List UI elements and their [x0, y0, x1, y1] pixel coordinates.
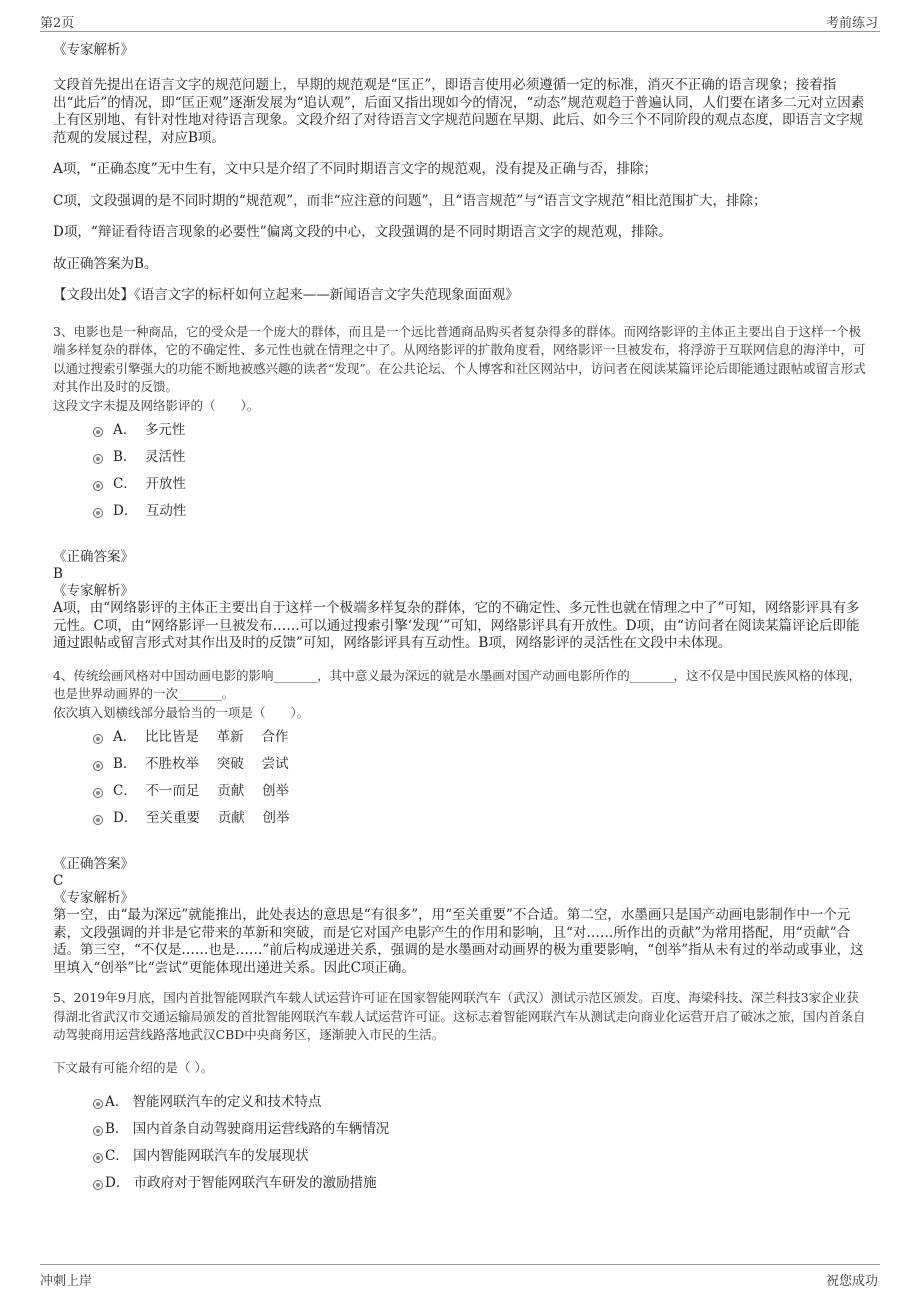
option-text: 至关重要 贡献 创举 — [145, 810, 290, 826]
option-text: 互动性 — [145, 503, 187, 519]
radio-button[interactable] — [93, 761, 103, 771]
radio-button[interactable] — [93, 1180, 103, 1190]
radio-button[interactable] — [93, 1153, 103, 1163]
option-key: D． — [113, 810, 138, 826]
q4-option-d[interactable] — [53, 805, 868, 832]
q4-analysis-label: 《专家解析》 — [53, 890, 134, 906]
q2-item-a: A项，“正确态度”无中生有，文中只是介绍了不同时期语言文字的规范观，没有提及正确与否，排除； — [53, 161, 658, 177]
q4-option-b[interactable] — [53, 751, 868, 778]
header-title: 考前练习 — [825, 16, 878, 31]
q3-question: 这段文字未提及网络影评的（ ）。 — [53, 397, 260, 413]
page-content — [53, 42, 868, 1197]
footer-left: 冲刺上岸 — [40, 1274, 93, 1289]
radio-button[interactable] — [93, 734, 103, 744]
footer-divider — [40, 1264, 880, 1265]
option-text: 不胜枚举 突破 尝试 — [145, 756, 289, 772]
page-number: 第2页 — [40, 16, 75, 31]
q2-source: 【文段出处】《语言文字的标杆如何立起来——新闻语言文字失范现象面面观》 — [53, 287, 519, 303]
q3-option-c[interactable] — [53, 471, 868, 498]
q5-option-c[interactable] — [53, 1143, 868, 1170]
q4-answer-label: 《正确答案》 — [53, 856, 134, 872]
q5-options — [53, 1089, 868, 1197]
option-text: 不一而足 贡献 创举 — [145, 783, 290, 799]
option-key: A． — [105, 1094, 129, 1110]
q5-stem: 5、2019年9月底，国内首批智能网联汽车载人试运营许可证在国家智能网联汽车（武汉）测试示范区颁发。百度、海梁科技、深兰科技3家企业获得湖北省武汉市交通运输局颁发的首批智能网联汽车载人试运营许可证。这标志着智能网联汽车从测试走向商业化运营开启了破冰之旅，国内首条自动驾驶商用运营线路落地武汉CBD中央商务区，逐渐驶入市民的生活。 — [53, 990, 866, 1042]
q4-analysis: 第一空，由“最为深远”就能推出，此处表达的意思是“有很多”，用“至关重要”不合适。第二空，水墨画只是国产动画电影制作中一个元素，文段强调的并非是它带来的革新和突破，而是它对国产电影产生的作用和影响，且“对……所作出的贡献”为常用搭配，用“贡献”合适。第三空，“不仅是……也是……”前后构成递进关系，强调的是水墨画对动画界的极为重要影响，“创举”指从未有过的举动或事业，这里填入“创举”比“尝试”更能体现出递进关系。因此C项正确。 — [53, 907, 864, 976]
q5-question: 下文最有可能介绍的是（ ）。 — [53, 1059, 214, 1075]
q2-analysis-label: 《专家解析》 — [53, 42, 134, 58]
radio-button[interactable] — [93, 508, 103, 518]
radio-button[interactable] — [93, 815, 103, 825]
option-text: 比比皆是 革新 合作 — [144, 729, 289, 745]
option-key: C． — [113, 783, 137, 799]
q2-conclusion: 故正确答案为B。 — [53, 255, 158, 272]
q4-question: 依次填入划横线部分最恰当的一项是（ ）。 — [53, 704, 310, 720]
option-text: 国内智能网联汽车的发展现状 — [133, 1148, 309, 1164]
q2-item-d: D项，“辩证看待语言现象的必要性”偏离文段的中心，文段强调的是不同时期语言文字的规范观，排除。 — [53, 224, 672, 240]
radio-button[interactable] — [93, 481, 103, 491]
radio-button[interactable] — [93, 454, 103, 464]
q3-answer-label: 《正确答案》 — [53, 549, 134, 565]
option-text: 智能网联汽车的定义和技术特点 — [132, 1094, 322, 1110]
q3-options — [53, 417, 868, 525]
page-footer — [40, 1270, 878, 1289]
option-key: B． — [113, 756, 137, 772]
option-text: 灵活性 — [145, 449, 186, 465]
page-header — [40, 12, 878, 31]
radio-button[interactable] — [93, 427, 103, 437]
q4-options — [53, 724, 868, 832]
q2-item-c: C项，文段强调的是不同时期的“规范观”，而非“应注意的问题”，且“语言规范”与“语言文字规范”相比范围扩大，排除； — [53, 192, 767, 209]
option-key: A． — [113, 729, 137, 745]
q5-option-b[interactable] — [53, 1116, 868, 1143]
q3-option-b[interactable] — [53, 444, 868, 471]
option-key: D． — [113, 503, 138, 519]
option-text: 国内首条自动驾驶商用运营线路的车辆情况 — [132, 1121, 390, 1137]
option-text: 开放性 — [145, 476, 186, 492]
footer-right: 祝您成功 — [825, 1274, 878, 1289]
q5-option-a[interactable] — [53, 1089, 868, 1116]
option-key: B． — [113, 449, 137, 465]
option-text: 市政府对于智能网联汽车研发的激励措施 — [133, 1175, 377, 1191]
q4-option-c[interactable] — [53, 778, 868, 805]
q3-analysis-label: 《专家解析》 — [53, 583, 134, 599]
option-key: A． — [113, 422, 137, 438]
q4-answer: C — [53, 873, 64, 889]
radio-button[interactable] — [93, 1099, 103, 1109]
q5-option-d[interactable] — [53, 1170, 868, 1197]
option-key: C． — [105, 1148, 129, 1164]
q3-answer: B — [53, 566, 63, 582]
q4-option-a[interactable] — [53, 724, 868, 751]
option-key: D． — [105, 1175, 130, 1191]
option-key: B． — [105, 1121, 129, 1137]
radio-button[interactable] — [93, 788, 103, 798]
option-text: 多元性 — [144, 422, 186, 438]
q3-analysis: A项，由“网络影评的主体正主要出自于这样一个极端多样复杂的群体，它的不确定性、多元性也就在情理之中了”可知，网络影评具有多元性。C项，由“网络影评一旦被发布……可以通过搜索引擎‘发现’”可知，网络影评具有开放性。D项，由“访问者在阅读某篇评论后即能通过跟帖或留言形式对其作出及时的反馈”可知，网络影评具有互动性。B项，网络影评的灵活性在文段中未体现。 — [53, 600, 860, 651]
q3-stem: 3、电影也是一种商品，它的受众是一个庞大的群体，而且是一个远比普通商品购买者复杂得多的群体。而网络影评的主体正主要出自于这样一个极端多样复杂的群体，它的不确定性、多元性也就在情理之中了。从网络影评的扩散角度看，网络影评一旦被发布，将浮游于互联网信息的海洋中，可以通过搜索引擎强大的功能不断地被感兴趣的读者“发现”。在公共论坛、个人博客和社区网站中，访问者在阅读某篇评论后即能通过跟帖或留言形式对其作出及时的反馈。 — [53, 323, 866, 394]
q2-analysis: 文段首先提出在语言文字的规范问题上，早期的规范观是“匡正”，即语言使用必须遵循一定的标准，消灭不正确的语言现象；接着指出“此后”的情况，即“匡正观”逐渐发展为“追认观”，后面又指出现如今的情况，“动态”规范观趋于普遍认同，人们要在诸多二元对立因素上有区别地、有针对性地对待语言现象。文段介绍了对待语言文字规范问题在早期、此后、如今三个不同阶段的观点态度，即语言文字规范观的发展过程，对应B项。 — [53, 77, 865, 146]
option-key: C． — [113, 476, 137, 492]
radio-button[interactable] — [93, 1126, 103, 1136]
header-divider — [40, 31, 880, 32]
q4-stem: 4、传统绘画风格对中国动画电影的影响_______，其中意义最为深远的就是水墨画对国产动画电影所作的_______，这不仅是中国民族风格的体现，也是世界动画界的一次_______。 — [53, 667, 861, 701]
q3-option-d[interactable] — [53, 498, 868, 525]
q3-option-a[interactable] — [53, 417, 868, 444]
